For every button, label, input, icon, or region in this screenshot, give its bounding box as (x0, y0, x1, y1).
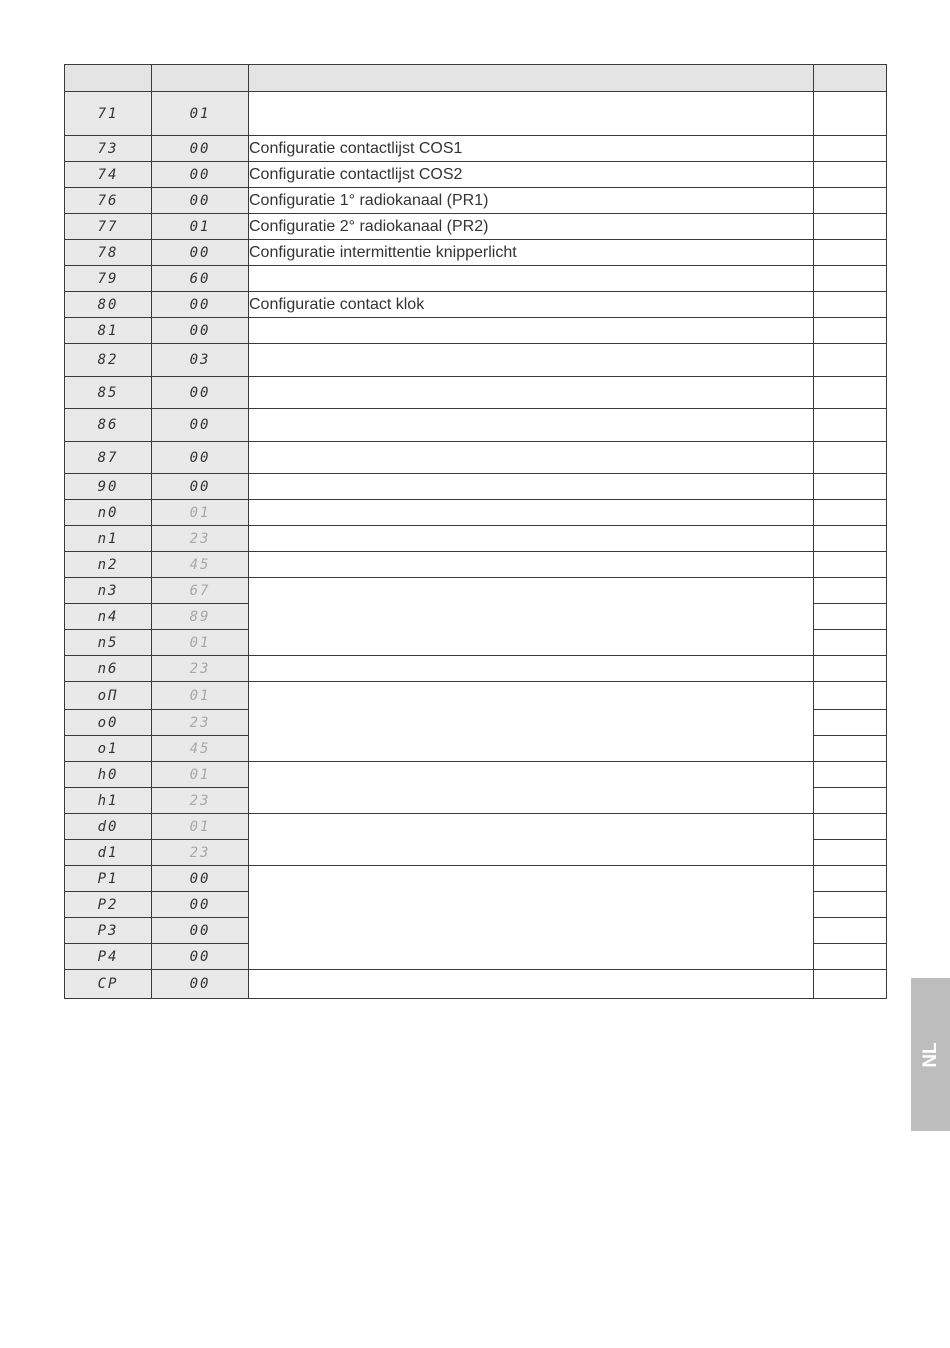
default-value-cell (152, 377, 249, 409)
default-value: 89 (189, 608, 211, 625)
parameter-code: o0 (97, 714, 119, 731)
description-cell: Configuratie 1° radiokanaal (PR1) (249, 188, 814, 214)
header-cell-default (152, 65, 249, 92)
custom-value-cell (814, 409, 887, 442)
header-cell-description (249, 65, 814, 92)
default-value: 01 (189, 818, 211, 835)
description-cell (249, 318, 814, 344)
custom-value-cell (814, 788, 887, 814)
description-cell (249, 552, 814, 578)
parameter-code: n0 (97, 504, 119, 521)
table-row (65, 136, 887, 162)
default-value-cell (152, 136, 249, 162)
default-value-cell (152, 866, 249, 892)
parameter-code: 74 (97, 166, 119, 183)
default-value-cell (152, 442, 249, 474)
table-row (65, 552, 887, 578)
table-row (65, 866, 887, 892)
default-value: 01 (189, 105, 211, 122)
default-value-cell (152, 892, 249, 918)
parameter-code-cell (65, 840, 152, 866)
default-value-cell (152, 788, 249, 814)
custom-value-cell (814, 344, 887, 377)
custom-value-cell (814, 710, 887, 736)
parameter-code: 71 (97, 105, 119, 122)
parameter-code: 86 (97, 417, 119, 433)
custom-value-cell (814, 442, 887, 474)
description-cell: Configuratie contactlijst COS1 (249, 136, 814, 162)
description-cell (249, 682, 814, 762)
table-row (65, 409, 887, 442)
default-value: 01 (189, 218, 211, 235)
parameter-code-cell (65, 656, 152, 682)
default-value: 01 (189, 687, 211, 704)
custom-value-cell (814, 866, 887, 892)
custom-value-cell (814, 682, 887, 710)
default-value: 00 (189, 922, 211, 939)
parameter-code-cell (65, 578, 152, 604)
default-value-cell (152, 682, 249, 710)
default-value: 00 (189, 449, 211, 466)
parameter-code: n2 (97, 556, 119, 573)
default-value: 01 (189, 766, 211, 783)
description-cell (249, 970, 814, 999)
parameter-code-cell (65, 214, 152, 240)
description-cell (249, 266, 814, 292)
default-value: 00 (189, 896, 211, 913)
parameter-code: 78 (97, 244, 119, 261)
parameter-code-cell (65, 136, 152, 162)
parameter-code: 90 (97, 478, 119, 495)
parameter-code-cell (65, 970, 152, 999)
default-value-cell (152, 736, 249, 762)
default-value: 00 (189, 244, 211, 261)
default-value: 03 (189, 352, 211, 368)
default-value: 00 (189, 192, 211, 209)
parameter-code: n5 (97, 634, 119, 651)
default-value-cell (152, 944, 249, 970)
description-cell: Configuratie intermittentie knipperlicht (249, 240, 814, 266)
table-row (65, 162, 887, 188)
custom-value-cell (814, 552, 887, 578)
default-value-cell (152, 630, 249, 656)
default-value-cell (152, 500, 249, 526)
parameter-code: n1 (97, 530, 119, 547)
parameter-code: d1 (97, 844, 119, 861)
parameter-code: 85 (97, 384, 119, 401)
table-row (65, 240, 887, 266)
parameter-code-cell (65, 604, 152, 630)
default-value-cell (152, 474, 249, 500)
parameter-code-cell (65, 409, 152, 442)
custom-value-cell (814, 656, 887, 682)
default-value: 01 (189, 634, 211, 651)
parameter-code: 77 (97, 218, 119, 235)
table-header-row (65, 65, 887, 92)
parameter-code-cell (65, 162, 152, 188)
custom-value-cell (814, 162, 887, 188)
custom-value-cell (814, 377, 887, 409)
default-value: 00 (189, 417, 211, 433)
default-value: 60 (189, 270, 211, 287)
parameter-code-cell (65, 710, 152, 736)
default-value: 23 (189, 660, 211, 677)
parameter-code: 80 (97, 296, 119, 313)
custom-value-cell (814, 188, 887, 214)
default-value-cell (152, 814, 249, 840)
description-cell (249, 377, 814, 409)
default-value-cell (152, 409, 249, 442)
table-row (65, 292, 887, 318)
description-cell: Configuratie 2° radiokanaal (PR2) (249, 214, 814, 240)
default-value-cell (152, 318, 249, 344)
custom-value-cell (814, 762, 887, 788)
parameter-code-cell (65, 552, 152, 578)
default-value: 23 (189, 714, 211, 731)
description-cell (249, 442, 814, 474)
default-value-cell (152, 840, 249, 866)
default-value-cell (152, 240, 249, 266)
table-row (65, 474, 887, 500)
default-value: 45 (189, 556, 211, 573)
description-cell (249, 814, 814, 866)
table-row (65, 92, 887, 136)
parameter-table (64, 64, 887, 999)
custom-value-cell (814, 970, 887, 999)
parameter-code-cell (65, 240, 152, 266)
parameter-code-cell (65, 442, 152, 474)
parameter-code-cell (65, 318, 152, 344)
parameter-code-cell (65, 92, 152, 136)
parameter-code-cell (65, 762, 152, 788)
custom-value-cell (814, 604, 887, 630)
table-row (65, 656, 887, 682)
default-value-cell (152, 162, 249, 188)
table-row (65, 682, 887, 710)
parameter-code: d0 (97, 818, 119, 835)
table-row (65, 762, 887, 788)
default-value-cell (152, 656, 249, 682)
default-value: 00 (189, 976, 211, 992)
description-cell (249, 92, 814, 136)
description-cell (249, 500, 814, 526)
parameter-code: n6 (97, 660, 119, 677)
custom-value-cell (814, 292, 887, 318)
default-value-cell (152, 266, 249, 292)
default-value: 00 (189, 384, 211, 401)
parameter-code-cell (65, 526, 152, 552)
default-value: 45 (189, 740, 211, 757)
table-row (65, 344, 887, 377)
description-cell (249, 526, 814, 552)
default-value: 00 (189, 948, 211, 965)
table-row (65, 214, 887, 240)
default-value-cell (152, 762, 249, 788)
parameter-code: P2 (97, 896, 119, 913)
parameter-code: oΠ (97, 687, 119, 704)
table-row (65, 970, 887, 999)
custom-value-cell (814, 240, 887, 266)
default-value: 00 (189, 166, 211, 183)
default-value: 23 (189, 844, 211, 861)
custom-value-cell (814, 630, 887, 656)
custom-value-cell (814, 500, 887, 526)
table-row (65, 318, 887, 344)
description-cell (249, 578, 814, 656)
custom-value-cell (814, 892, 887, 918)
default-value: 00 (189, 296, 211, 313)
default-value: 00 (189, 870, 211, 887)
parameter-code: 73 (97, 140, 119, 157)
table-row (65, 500, 887, 526)
custom-value-cell (814, 918, 887, 944)
custom-value-cell (814, 526, 887, 552)
parameter-code-cell (65, 474, 152, 500)
description-cell (249, 474, 814, 500)
parameter-code: 76 (97, 192, 119, 209)
custom-value-cell (814, 736, 887, 762)
default-value: 00 (189, 322, 211, 339)
parameter-code-cell (65, 188, 152, 214)
parameter-code: 87 (97, 449, 119, 466)
language-tab (911, 978, 950, 1131)
parameter-code-cell (65, 736, 152, 762)
parameter-code: n3 (97, 582, 119, 599)
description-cell: Configuratie contact klok (249, 292, 814, 318)
parameter-code: h0 (97, 766, 119, 783)
parameter-code: 81 (97, 322, 119, 339)
parameter-code-cell (65, 377, 152, 409)
table-body (65, 92, 887, 999)
table-row (65, 814, 887, 840)
parameter-code-cell (65, 266, 152, 292)
default-value-cell (152, 292, 249, 318)
parameter-code-cell (65, 814, 152, 840)
default-value-cell (152, 188, 249, 214)
table-row (65, 442, 887, 474)
default-value: 23 (189, 792, 211, 809)
parameter-code-cell (65, 630, 152, 656)
custom-value-cell (814, 92, 887, 136)
table-row (65, 526, 887, 552)
default-value-cell (152, 918, 249, 944)
parameter-code: o1 (97, 740, 119, 757)
custom-value-cell (814, 814, 887, 840)
default-value-cell (152, 344, 249, 377)
description-cell (249, 656, 814, 682)
default-value-cell (152, 970, 249, 999)
parameter-code: 82 (97, 352, 119, 368)
parameter-code: P3 (97, 922, 119, 939)
table-row (65, 266, 887, 292)
custom-value-cell (814, 578, 887, 604)
default-value: 00 (189, 140, 211, 157)
default-value-cell (152, 604, 249, 630)
custom-value-cell (814, 136, 887, 162)
parameter-code-cell (65, 292, 152, 318)
parameter-code: n4 (97, 608, 119, 625)
parameter-code-cell (65, 788, 152, 814)
default-value-cell (152, 526, 249, 552)
default-value-cell (152, 552, 249, 578)
parameter-code-cell (65, 500, 152, 526)
description-cell (249, 866, 814, 970)
header-cell-custom (814, 65, 887, 92)
custom-value-cell (814, 214, 887, 240)
parameter-code-cell (65, 866, 152, 892)
custom-value-cell (814, 266, 887, 292)
header-cell-parameter (65, 65, 152, 92)
parameter-code-cell (65, 918, 152, 944)
parameter-code-cell (65, 944, 152, 970)
parameter-code-cell (65, 892, 152, 918)
default-value: 00 (189, 478, 211, 495)
description-cell: Configuratie contactlijst COS2 (249, 162, 814, 188)
custom-value-cell (814, 944, 887, 970)
table-row (65, 578, 887, 604)
default-value: 01 (189, 504, 211, 521)
language-tab-label: NL (919, 1041, 941, 1068)
description-cell (249, 762, 814, 814)
default-value-cell (152, 578, 249, 604)
parameter-code: CP (97, 976, 119, 992)
default-value: 67 (189, 582, 211, 599)
parameter-code-cell (65, 344, 152, 377)
custom-value-cell (814, 474, 887, 500)
parameter-code-cell (65, 682, 152, 710)
parameter-code: h1 (97, 792, 119, 809)
default-value-cell (152, 710, 249, 736)
description-cell (249, 344, 814, 377)
default-value-cell (152, 214, 249, 240)
custom-value-cell (814, 318, 887, 344)
default-value-cell (152, 92, 249, 136)
parameter-code: P4 (97, 948, 119, 965)
default-value: 23 (189, 530, 211, 547)
custom-value-cell (814, 840, 887, 866)
table-row (65, 188, 887, 214)
parameter-code: P1 (97, 870, 119, 887)
table-row (65, 377, 887, 409)
description-cell (249, 409, 814, 442)
parameter-code: 79 (97, 270, 119, 287)
